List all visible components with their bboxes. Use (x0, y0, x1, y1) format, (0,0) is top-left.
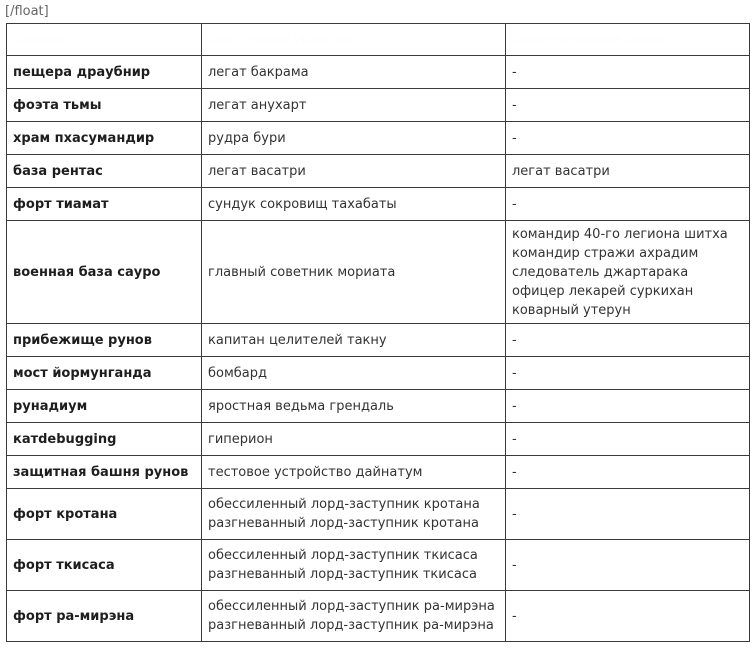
table-row (7, 456, 750, 489)
extra-boss-cell (506, 324, 750, 357)
extra-boss-name: - (512, 398, 517, 414)
boss-name: главный советник мориата (208, 264, 396, 280)
boss-name: легат анухарт (208, 97, 307, 113)
boss-name: легат васатри (208, 163, 306, 179)
boss-cell (202, 188, 506, 221)
boss-name: яростная ведьма грендаль (208, 398, 394, 414)
location-cell: военная база сауро (7, 221, 202, 324)
extra-boss-cell (506, 591, 750, 642)
boss-name: обессиленный лорд-заступник ра-мирэна (208, 599, 495, 614)
table-row (7, 56, 750, 89)
boss-name: тестовое устройство дайнатум (208, 464, 423, 480)
boss-cell (202, 89, 506, 122)
table-row (7, 357, 750, 390)
extra-boss-name: - (512, 431, 517, 447)
boss-cell (202, 56, 506, 89)
extra-boss-name: - (512, 64, 517, 80)
extra-boss-name: следователь джартарака (512, 264, 689, 280)
extra-boss-cell (506, 56, 750, 89)
table-row (7, 188, 750, 221)
boss-cell (202, 122, 506, 155)
extra-boss-cell (506, 221, 750, 324)
boss-cell (202, 456, 506, 489)
location-cell: катdebugging (7, 423, 202, 456)
boss-name: разгневанный лорд-заступник ткисаса (208, 567, 477, 582)
extra-boss-name: легат васатри (512, 163, 610, 179)
boss-name: сундук сокровищ тахабаты (208, 196, 397, 212)
extra-boss-cell (506, 188, 750, 221)
bosses-table (6, 23, 750, 642)
boss-cell (202, 390, 506, 423)
location-cell: фоэта тьмы (7, 89, 202, 122)
boss-name: рудра бури (208, 130, 286, 146)
boss-name: разгневанный лорд-заступник кротана (208, 516, 479, 531)
boss-name: легат бакрама (208, 64, 309, 80)
extra-boss-name: - (512, 130, 517, 146)
extra-boss-cell (506, 540, 750, 591)
boss-cell (202, 489, 506, 540)
boss-name: обессиленный лорд-заступник ткисаса (208, 548, 478, 563)
extra-boss-name: - (512, 506, 517, 522)
extra-boss-cell (506, 89, 750, 122)
location-cell: форт ткисаса (7, 540, 202, 591)
location-cell: храм пхасумандир (7, 122, 202, 155)
location-cell: форт кротана (7, 489, 202, 540)
table-row (7, 89, 750, 122)
extra-boss-name: - (512, 196, 517, 212)
boss-cell (202, 591, 506, 642)
table-row (7, 221, 750, 324)
extra-boss-name: офицер лекарей суркихан (512, 283, 694, 299)
extra-boss-cell (506, 390, 750, 423)
header-extra: Дополнительные боссы (506, 24, 750, 56)
location-cell: прибежище рунов (7, 324, 202, 357)
extra-boss-name: - (512, 332, 517, 348)
extra-boss-cell (506, 456, 750, 489)
boss-name: обессиленный лорд-заступник кротана (208, 497, 480, 512)
boss-name: бомбард (208, 365, 268, 381)
extra-boss-cell (506, 122, 750, 155)
extra-boss-cell (506, 357, 750, 390)
location-cell: форт тиамат (7, 188, 202, 221)
table-row (7, 540, 750, 591)
location-cell: мост йормунганда (7, 357, 202, 390)
location-cell: пещера драубнир (7, 56, 202, 89)
boss-name: разгневанный лорд-заступник ра-мирэна (208, 618, 494, 633)
extra-boss-cell (506, 489, 750, 540)
extra-boss-name: - (512, 608, 517, 624)
header-location: Локация (7, 24, 202, 56)
location-cell: рунадиум (7, 390, 202, 423)
table-row (7, 591, 750, 642)
extra-boss-name: - (512, 97, 517, 113)
location-cell: база рентас (7, 155, 202, 188)
extra-boss-name: - (512, 464, 517, 480)
header-boss: Босс (первое убийство) (202, 24, 506, 56)
boss-cell (202, 324, 506, 357)
extra-boss-name: командир 40-го легиона шитха (512, 226, 728, 242)
extra-boss-cell (506, 423, 750, 456)
extra-boss-name: - (512, 365, 517, 381)
table-row (7, 489, 750, 540)
location-cell: форт ра-мирэна (7, 591, 202, 642)
table-row (7, 324, 750, 357)
boss-cell (202, 423, 506, 456)
boss-name: гиперион (208, 431, 273, 447)
extra-boss-name: командир стражи ахрадим (512, 245, 699, 261)
float-tag: [/float] (5, 4, 49, 19)
boss-cell (202, 155, 506, 188)
table-header-row (7, 24, 750, 56)
extra-boss-name: - (512, 557, 517, 573)
boss-cell (202, 357, 506, 390)
location-cell: защитная башня рунов (7, 456, 202, 489)
table-row (7, 390, 750, 423)
table-row (7, 155, 750, 188)
boss-cell (202, 221, 506, 324)
extra-boss-cell (506, 155, 750, 188)
table-row (7, 122, 750, 155)
boss-cell (202, 540, 506, 591)
boss-name: капитан целителей такну (208, 332, 387, 348)
extra-boss-name: коварный утерун (512, 302, 631, 318)
table-row (7, 423, 750, 456)
